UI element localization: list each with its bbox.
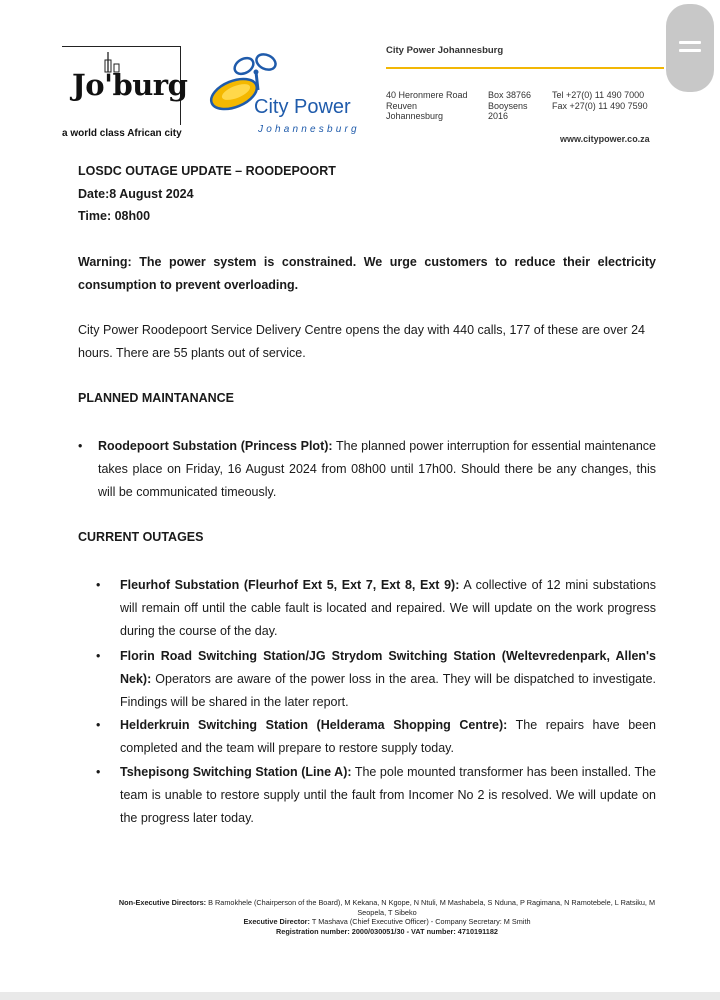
- bullet-icon: •: [96, 649, 101, 663]
- joburg-wordmark: Jo'burg: [72, 68, 188, 102]
- address-line: Reuven: [386, 100, 418, 111]
- scroll-handle[interactable]: [666, 4, 714, 92]
- city-power-logo: [206, 50, 376, 142]
- document-footer: [112, 898, 662, 936]
- address-line: 2016: [488, 111, 509, 121]
- intro-paragraph: City Power Roodepoort Service Delivery Centre opens the day with 440 calls, 177 of these are over 24 hours. There are 55 plants out of service.: [78, 323, 645, 360]
- list-item-title: Roodepoort Substation (Princess Plot):: [98, 439, 333, 453]
- list-item-text: [120, 574, 656, 643]
- phone-number: Tel +27(0) 11 490 7000: [552, 90, 645, 100]
- city-power-subtitle: Johannesburg: [258, 124, 360, 135]
- document-title: LOSDC OUTAGE UPDATE – ROODEPOORT: [78, 164, 336, 178]
- executive-director: [112, 917, 662, 927]
- website-link[interactable]: www.citypower.co.za: [560, 134, 650, 144]
- joburg-tagline: a world class African city: [62, 128, 182, 139]
- list-item-body: A collective of 12 mini substations will remain off until the cable fault is located and repaired. We will update on the work progress during the course of the day.: [120, 578, 656, 638]
- list-item-body: The repairs have been completed and the team will prepare to restore supply today.: [120, 718, 657, 755]
- list-item-body: Operators are aware of the power loss in the area. They will be dispatched to investigate. Findings will be shared in the later report.: [120, 672, 656, 709]
- bullet-icon: •: [96, 578, 101, 592]
- footer-value: B Ramokhele (Chairperson of the Board), M Kekana, N Kgope, N Ntuli, M Mashabela, S Nduna, P Ragimana, N Ramotebele, L Ratsiku, M Seopela, T Sibeko: [206, 898, 656, 917]
- list-item-text: [120, 645, 656, 714]
- list-item-title: Florin Road Switching Station/JG Strydom Switching Station (Weltevredenpark, Allen's Nek):: [120, 649, 656, 686]
- bullet-icon: •: [78, 439, 83, 453]
- company-name: City Power Johannesburg: [386, 45, 504, 56]
- list-item-body: The planned power interruption for essential maintenance takes place on Friday, 16 August 2024 from 08h00 until 17h00. Should there be any changes, this will be communicated timeously.: [98, 439, 656, 499]
- current-outages-heading: CURRENT OUTAGES: [78, 530, 204, 544]
- list-item: [78, 574, 656, 643]
- address-postal: [488, 90, 531, 122]
- warning-notice: Warning: The power system is constrained. We urge customers to reduce their electricity consumption to prevent overloading.: [78, 255, 656, 292]
- list-item: [78, 761, 656, 830]
- footer-label: Executive Director:: [243, 917, 310, 927]
- list-item-text: [98, 435, 656, 504]
- address-street: [386, 90, 468, 122]
- footer-label: Non-Executive Directors:: [118, 898, 207, 907]
- footer-registration: Registration number: 2000/030051/30 - VAT number: 4710191182: [276, 926, 498, 936]
- list-item-title: Fleurhof Substation (Fleurhof Ext 5, Ext 7, Ext 8, Ext 9):: [120, 578, 460, 592]
- page-bottom-edge: [0, 992, 720, 1000]
- footer-value: T Mashava (Chief Executive Officer) - Company Secretary: M Smith: [309, 917, 531, 927]
- handle-grip-line: [679, 49, 701, 52]
- address-line: Johannesburg: [386, 111, 444, 121]
- document-date: Date:8 August 2024: [78, 186, 194, 201]
- bullet-icon: •: [96, 718, 101, 732]
- list-item: [78, 645, 656, 714]
- list-item-text: [120, 714, 656, 760]
- header-divider: [386, 67, 664, 69]
- registration-info: [112, 927, 662, 937]
- list-item-text: [120, 761, 656, 830]
- nonexecutive-directors: [112, 898, 662, 917]
- list-item-title: Helderkruin Switching Station (Helderama Shopping Centre):: [120, 718, 508, 732]
- address-line: Booysens: [488, 100, 528, 111]
- list-item-title: Tshepisong Switching Station (Line A):: [120, 765, 352, 779]
- address-line: 40 Heronmere Road: [386, 90, 468, 100]
- bullet-icon: •: [96, 765, 101, 779]
- planned-maintenance-heading: PLANNED MAINTANANCE: [78, 391, 235, 405]
- joburg-logo: [62, 46, 188, 126]
- fax-number: Fax +27(0) 11 490 7590: [552, 100, 648, 111]
- contact-numbers: [552, 90, 648, 111]
- list-item: [78, 714, 656, 760]
- list-item: [78, 435, 656, 504]
- document-heading: [78, 160, 336, 228]
- list-item-body: The pole mounted transformer has been installed. The team is unable to restore supply until the fault from Incomer No 2 is resolved. We will update on the progress later today.: [120, 765, 656, 825]
- handle-grip-line: [679, 41, 701, 44]
- city-power-wordmark: City Power: [254, 96, 351, 118]
- document-time: Time: 08h00: [78, 209, 151, 223]
- address-line: Box 38766: [488, 90, 532, 100]
